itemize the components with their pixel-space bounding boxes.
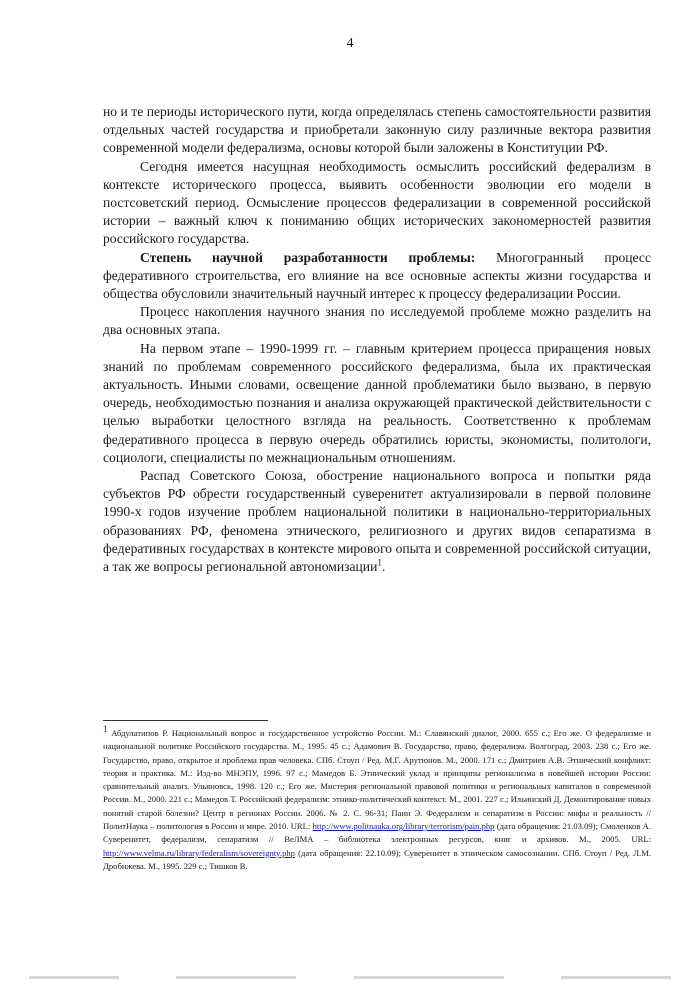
page-number: 4 <box>346 36 354 51</box>
footnote-link-pain[interactable]: http://www.politnauka.org/library/terrorism/pain.php <box>312 821 495 832</box>
footnote-number: 1 <box>103 724 108 735</box>
footnote-link-velma[interactable]: http://www.velma.ru/library/federalism/sovereignty.php <box>103 847 295 858</box>
footnote-text-part1: Абдулатипов Р. Национальный вопрос и государственное устройство России. М.: Славянский диалог, 2000. 655 с.; Его же. О федерализме и национальной политике Российского государства. М., 1995. 45 с.; Адамович В. Государство, право, федерализм. Волгоград, 2003. 238 с.; Его же. Государство, право, открытое и проблема прав человека. СПб. Стоуп / Ред. М.Г. Арутюнов. М., 2000. 171 с.; Дмитриев А.В. Этнический конфликт: теория и практика. М.: Изд-во МНЭПУ, 1996. 97 с.; Мамедов Б. Этнический уклад и принципы регионализма в новейшей истории России: сравнительный анализ. Ульяновск, 1998. 120 с.; Его же. Мистерия региональной правовой политики и региональных капиталов в современной России. М., 2000. 221 с.; Мамедов Т. Российский федерализм: этнико-политический контекст. М., 2001. 227 с.; Ильинский Д. Демонтирование новых понятий старой болезни? Центр в регионах России. 2006. № 2. С. 96-31; Паин Э. Федерализм и сепаратизм в России: мифы и реальность // ПолитНаука – политология в России и мире. 2010. URL: <box>103 728 651 832</box>
scan-bottom-edge <box>0 972 700 982</box>
scan-artifact <box>354 976 504 979</box>
section-lead-text: Многогранный процесс федеративного строительства, его влияние на все основные аспекты жизни государства и общества обусловили значительный научный интерес к процессу федерализации России. <box>103 249 652 302</box>
paragraph-research-degree <box>103 249 651 304</box>
footnote-text-part3: (дата обращения: 22.10.09); Суверенитет в этническом самосознании. СПб. Стоуп / Ред. Л.М. Дробижева. М., 1995. 229 с.; Тишков В. <box>103 847 651 871</box>
paragraph-soviet-collapse-text: Распад Советского Союза, обострение национального вопроса и попытки ряда субъектов РФ обрести государственный суверенитет актуализировали в первой половине 1990-х годов изучение проблем национальной политики в национально-территориальных образованиях РФ, феномена этнического, религиозного и других видов сепаратизма в федеративных государствах в контексте мирового опыта и современной российской ситуации, а так же вопросы региональной автономизации <box>103 468 651 575</box>
paragraph-stages: Процесс накопления научного знания по исследуемой проблеме можно разделить на два основных этапа. <box>103 304 651 338</box>
scan-artifact <box>176 976 296 979</box>
scan-artifact <box>29 976 119 979</box>
footnote <box>103 724 652 873</box>
section-lead-heading: Степень научной разработанности проблемы: <box>140 249 476 265</box>
paragraph-soviet-collapse-tail: . <box>381 559 386 575</box>
footnote-reference[interactable]: 1 <box>377 557 382 568</box>
paragraph-continuation: но и те периоды исторического пути, когда определялась степень самостоятельности развития отдельных частей государства и приобретали законную силу различные вектора развития современной модели федерализма, основы которой были заложены в Конституции РФ. <box>103 104 651 156</box>
paragraph-first-stage: На первом этапе – 1990-1999 гг. – главным критерием процесса приращения новых знаний по проблемам современного российского федерализма, была их практическая актуальность. Иными словами, освещение данной проблематики было вызвано, в первую очередь, необходимостью познания и анализа окружающей практической действительности с целью выработки целостного взгляда на реальность. Соответственно к проблемам федеративного процесса в первую очередь обратились юристы, экономисты, политологи, социологи, специалисты по межнациональным отношениям. <box>103 340 651 465</box>
footnote-separator <box>103 720 268 721</box>
scan-artifact <box>561 976 671 979</box>
paragraph-necessity: Сегодня имеется насущная необходимость осмыслить российский федерализм в контексте исторического процесса, выявить особенности эволюции его модели в постсоветский период. Осмысление процессов федерализации в современной российской истории – важный ключ к пониманию общих исторических закономерностей развития российского государства. <box>103 158 651 247</box>
body-text <box>103 103 651 576</box>
footnote-text-part2: (дата обращения: 21.03.09); Смоленков А. Суверенитет, федерализм, сепаратизм // ВеЛМА – библиотека электронных ресурсов, книг и архивов. М., 2005. URL: <box>103 821 652 845</box>
paragraph-soviet-collapse <box>103 467 651 576</box>
